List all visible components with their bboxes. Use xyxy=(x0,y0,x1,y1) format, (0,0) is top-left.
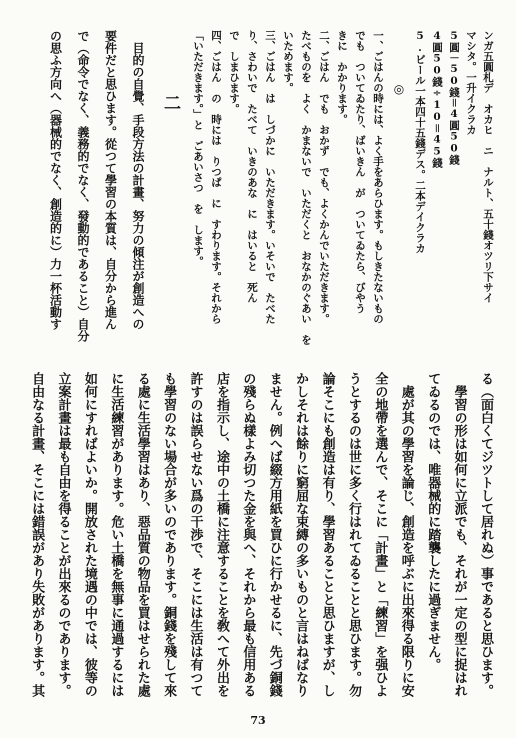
upper-tier xyxy=(26,30,496,350)
body-line: うとするのは世に多く行はれてゐることと思ひます。勿 xyxy=(345,372,361,697)
manners-line: 三、ごはん は しづかに いただきます。いそいで たべた xyxy=(264,30,276,324)
body-line: る處に生活學習はあり、惡品質の物品を買はせられた處 xyxy=(134,372,150,697)
body-line: る（面白くてジツトして居れぬ）事であると思ひます。 xyxy=(478,372,493,697)
manners-line: 一、ごはんの時には、よく手をあらひます。もしきたないもの xyxy=(372,30,384,324)
manners-line: 二、ごはん でも おかず でも、よくかんでいただきます。 xyxy=(318,30,330,324)
arithmetic-line: 4圓50錢÷10＝45錢 xyxy=(431,30,443,168)
manners-line: で しまひます。 xyxy=(228,30,240,114)
body-line: 自由なる計畫、そこには錯誤があり失敗があります。其 xyxy=(29,372,45,697)
manners-line: り、さわいで たべて いきのあな に はいると 死ん xyxy=(246,30,258,303)
body-line: 論そこにも創造は有り、學習あることと思ひますが、し xyxy=(319,372,335,697)
body-line: 立案計畫は最も自由を得ることが出來るのであります。 xyxy=(55,372,71,697)
manners-line: いためます。 xyxy=(282,30,294,93)
essay-line: 要件だと思ひます。從つて學習の本質は、自分から進ん xyxy=(103,30,118,330)
section-heading: 二 xyxy=(160,94,180,111)
body-line: 許すのは誤らせない爲の干渉で、そこには生活は有つて xyxy=(187,372,203,697)
section-mark: ◎ xyxy=(392,82,406,96)
essay-line: 目的の自覺、手段方法の計畫、努力の傾注が創造への xyxy=(131,42,145,330)
body-line: 學習の形は如何に立派でも、それが一定の型に捉はれ xyxy=(451,385,467,697)
body-line: に生活練習があります。危い土橋を無事に通過するには xyxy=(108,372,124,697)
body-line: ません。例へば綴方用紙を買ひに行かせるに、先づ銅錢 xyxy=(266,372,282,697)
body-line: 店を指示し、途中の土橋に注意することを敎へて外出を xyxy=(213,372,229,697)
manners-line: きに かかります。 xyxy=(336,30,348,125)
page-number: 73 xyxy=(250,714,266,727)
essay-line: で（命令でなく、義務的でなく、發動的であること）自分 xyxy=(76,30,90,342)
body-line: 如何にすればよいか。開放された境遇の中では、彼等の xyxy=(81,372,97,697)
manners-line: でも ついてゐたり、ばいきん が ついてゐたら、びやう xyxy=(354,30,366,314)
body-line: も學習のない場合が多いのであります。銅錢を殘して來 xyxy=(161,372,177,697)
body-line: 處が其の學習を論じ、創造を呼ぶに出來得る限りに安 xyxy=(398,385,414,697)
arithmetic-line: 5圓－50錢＝4圓50錢 xyxy=(448,30,460,165)
body-line: てゐるのでは、唯器械的に踏襲したに過ぎません。 xyxy=(425,372,441,671)
essay-line: の思ふ方向へ（器械的でなく、創造的に）力一杯活動す xyxy=(48,30,63,330)
body-line: 全の地帶を選んで、そこに「計畫」と「練習」を强ひよ xyxy=(372,372,388,697)
manners-line: 四、ごはん の 時には りつぱ に すわります。それから xyxy=(210,30,222,324)
body-line: かしそれは餘りに窮屈な束縛の多いものと言はねばなり xyxy=(293,372,309,697)
lower-tier xyxy=(20,372,498,704)
manners-line: 「いただきます。」と ごあいさつ を します。 xyxy=(192,30,204,267)
manners-line: たべものを よく かまないで いただくと おなかのぐあい を xyxy=(300,30,312,345)
arithmetic-line: マシタ。一升イクラカ xyxy=(465,30,477,135)
arithmetic-line: 5.ビール一本四十五錢デス。二本デイクラカ xyxy=(414,30,426,254)
arithmetic-line: ンガ五圓札デ オカヒ ニ ナルト、五十錢オツリ下サイ xyxy=(482,30,494,303)
body-line: の殘らぬ樣よみ切つた金を與へ、それから最も信用ある xyxy=(240,372,256,697)
